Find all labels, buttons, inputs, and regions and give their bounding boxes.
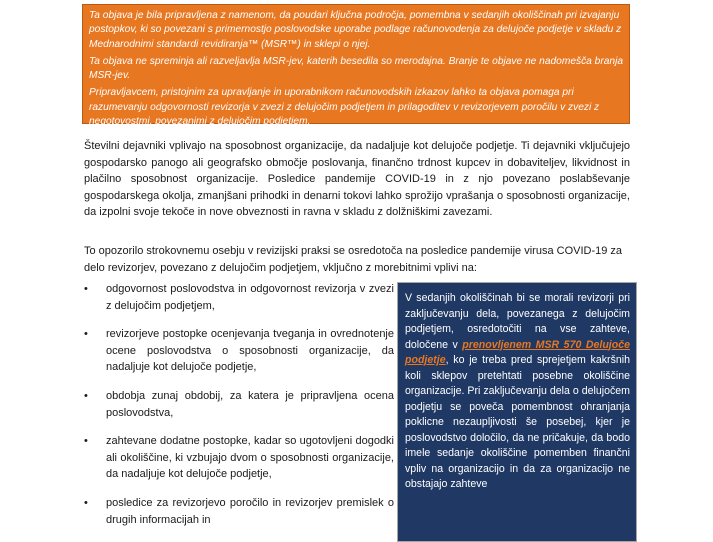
notice-box [82, 4, 630, 128]
body-paragraph-factors: Številni dejavniki vplivajo na sposobnost organizacije, da nadaljuje kot delujoče podjetje. Ti dejavniki vključujejo gospodarsko panogo ali geografsko območje poslovanja, finančno trdnost kupcev in dobaviteljev, likvidnost in plačilno sposobnost organizacije. Posledice pandemije COVID-19 in z njo povezano poslabševanje gospodarskega okolja, zmanjšani prihodki in denarni tokovi lahko sprožijo vprašanja o sposobnosti organizacije, da izpolni svoje tekoče in nove obveznosti in ravna v skladu z dolžniškimi zavezami. [84, 140, 630, 219]
list-item [84, 495, 394, 528]
list-item-text: revizorjeve postopke ocenjevanja tveganja in ovrednotenje ocene poslovodstva o sposobnosti organizacije, da nadaljuje kot delujoče podjetje, [106, 328, 394, 374]
notice-paragraph-disclaimer: Ta objava ne spreminja ali razveljavlja MSR-jev, katerih besedila so merodajna. Branje te objave ne nadomešča branja MSR-jev. [89, 55, 624, 82]
list-item [84, 326, 394, 376]
bullet-icon: • [84, 389, 88, 402]
impact-list [84, 281, 394, 540]
notice-paragraph-purpose: Ta objava je bila pripravljena z namenom, da poudari ključna področja, pomembna v sedanjih okoliščinah pri izvajanju postopkov, ki so povezani s primernostjo poslovodske uporabe podlage računovodenja za delujoče podjetje v skladu z Mednarodnimi standardi revidiranja™ (MSR™) in sklepi o njej. [89, 10, 622, 50]
list-item-text: obdobja zunaj obdobij, za katera je pripravljena ocena poslovodstva, [106, 389, 394, 419]
list-item [84, 388, 394, 421]
list-item-text: odgovornost poslovodstva in odgovornost revizorja v zvezi z delujočim podjetjem, [106, 283, 394, 312]
notice-paragraph-audience: Pripravljavcem, pristojnim za upravljanje in uporabnikom računovodskih izkazov lahko ta objava pomaga pri razumevanju odgovornosti revizorja v zvezi z delujočim podjetjem in prilagoditev v revizorjevem poročilu v zvezi z negotovostmi, povezanimi z delujočim podjetjem. [89, 87, 600, 128]
bullet-icon: • [84, 328, 88, 341]
isa-570-link[interactable]: prenovljenem MSR 570 Delujoče podjetje [405, 338, 630, 366]
list-item-text: posledice za revizorjevo poročilo in revizorjev premislek o drugih informacijah in [106, 496, 394, 526]
bullet-icon: • [84, 283, 88, 295]
list-item [84, 433, 394, 483]
bullet-icon: • [84, 496, 88, 509]
list-item-text: zahtevane dodatne postopke, kadar so ugotovljeni dogodki ali okoliščine, ki vzbujajo dvom o sposobnosti organizacije, da nadaljuje kot delujoče podjetje, [106, 435, 394, 481]
bullet-icon: • [84, 435, 88, 448]
callout-text-start: V sedanjih okoliščinah bi se morali revizorji pri zaključevanju dela, povezanega z delujočim podjetjem, osredotočiti na vse zahteve, določene v [405, 292, 630, 351]
body-paragraph-intro: To opozorilo strokovnemu osebju v revizijski praksi se osredotoča na posledice pandemije virusa COVID-19 za delo revizorjev, povezano z delujočim podjetjem, vključno z morebitnimi vplivi na: [84, 245, 623, 274]
callout-text-end: , ko je treba pred sprejetjem kakršnih koli sklepov pretehtati posebne okoliščine organizacije. Pri zaključevanju dela o delujočem podjetju se poveča pomembnost ohranjanja poklicne nezaupljivosti še posebej, kjer je poslovodstvo določilo, da ne pričakuje, da bodo imele sedanje okoliščine pomemben finančni vpliv na organizacijo in da za organizacijo ne obstajajo zahteve [405, 354, 630, 490]
sidebar-callout [397, 282, 637, 542]
list-item [84, 281, 394, 314]
